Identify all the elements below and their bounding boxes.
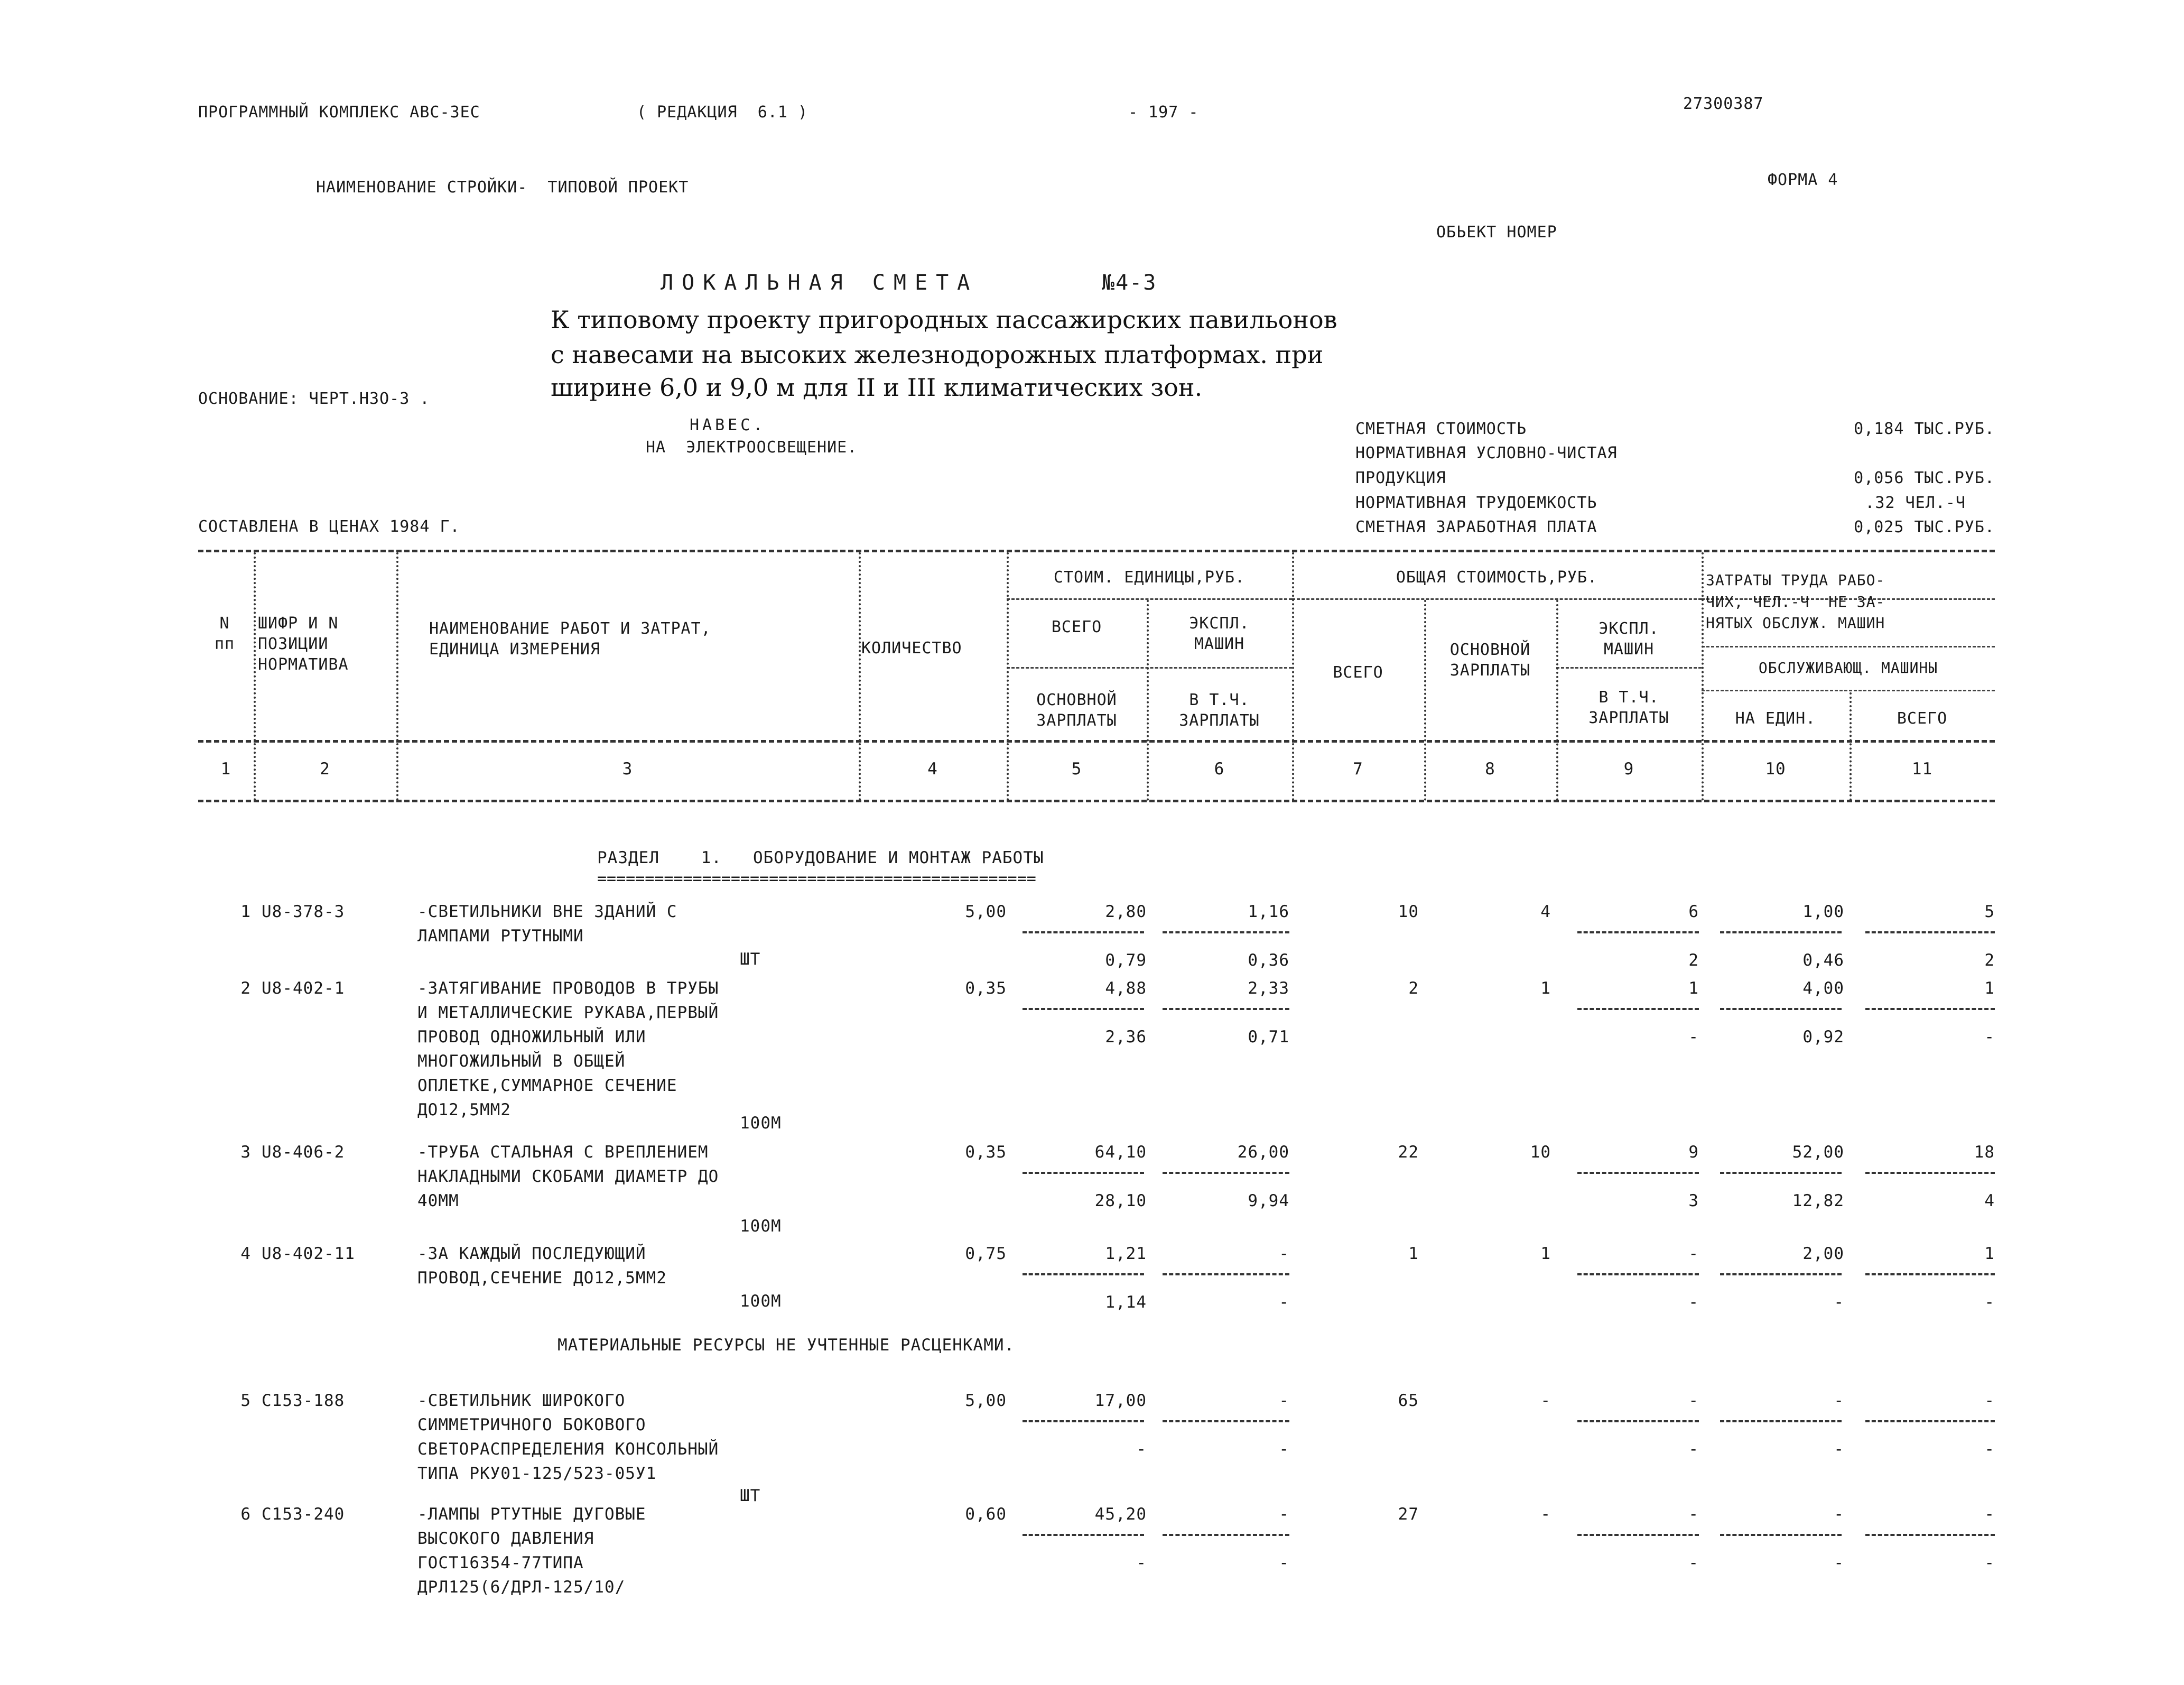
col-header-total-cost: ОБЩАЯ СТОИМОСТЬ,РУБ. [1396, 568, 1598, 587]
row-name-line: ДО12,5ММ2 [417, 1100, 511, 1119]
cell-divider [1720, 1008, 1842, 1010]
cell-divider [1577, 1273, 1699, 1275]
row-total: 2 [1408, 979, 1419, 998]
row-code: С153-240 [262, 1505, 345, 1524]
row-labor-total: - [1984, 1391, 1995, 1410]
summary-label: НОРМАТИВНАЯ УСЛОВНО-ЧИСТАЯ [1355, 444, 1618, 462]
compiled-prices: СОСТАВЛЕНА В ЦЕНАХ 1984 Г. [198, 517, 460, 536]
col-header-name: НАИМЕНОВАНИЕ РАБОТ И ЗАТРАТ, ЕДИНИЦА ИЗМЕРЕНИЯ [429, 619, 711, 659]
row-qty: 5,00 [965, 1391, 1007, 1410]
col-num: 4 [927, 760, 938, 779]
col-header-tc-mach: ЭКСПЛ. МАШИН [1598, 619, 1659, 659]
cell-divider [1720, 931, 1842, 933]
sub-rule [1556, 667, 1702, 669]
col-num: 2 [320, 760, 330, 779]
row-total: 1 [1408, 1244, 1419, 1263]
row-unit: 100М [740, 1114, 782, 1133]
row-total-mach-wage: 3 [1688, 1191, 1699, 1210]
row-qty: 0,35 [965, 1143, 1007, 1162]
col-header-labor-total: ВСЕГО [1897, 709, 1948, 728]
col-header-uc-mach: ЭКСПЛ. МАШИН [1189, 614, 1250, 653]
cell-divider [1023, 1008, 1144, 1010]
row-unit-total: 4,88 [1105, 979, 1147, 998]
row-total-mach-wage: - [1688, 1027, 1699, 1047]
build-name: НАИМЕНОВАНИЕ СТРОЙКИ- ТИПОВОЙ ПРОЕКТ [316, 178, 689, 197]
row-name-line: НАКЛАДНЫМИ СКОБАМИ ДИАМЕТР ДО [417, 1167, 719, 1186]
sub-rule [1702, 646, 1995, 647]
cell-divider [1163, 1420, 1289, 1422]
row-number: 3 [240, 1143, 251, 1162]
col-sep [1850, 692, 1852, 801]
row-unit-mach: - [1279, 1244, 1289, 1263]
col-num: 7 [1353, 760, 1363, 779]
row-unit-mach: - [1279, 1505, 1289, 1524]
cell-divider [1720, 1420, 1842, 1422]
cell-divider [1023, 1172, 1144, 1174]
col-header-uc-wage: ОСНОВНОЙ ЗАРПЛАТЫ [1036, 691, 1117, 730]
col-header-code: ШИФР И N ПОЗИЦИИ НОРМАТИВА [258, 614, 349, 674]
cell-divider [1865, 1008, 1995, 1010]
col-num: 11 [1911, 760, 1933, 779]
subtitle-canopy: НАВЕС. [690, 416, 766, 434]
description-line-1: К типовому проекту пригородных пассажирских павильонов [551, 305, 1337, 334]
sub-rule [1007, 598, 1292, 600]
description-line-2: с навесами на высоких железнодорожных платформах. при [551, 340, 1324, 369]
row-name-line: ПРОВОД ОДНОЖИЛЬНЫЙ ИЛИ [417, 1027, 646, 1047]
row-name-line: ПРОВОД,СЕЧЕНИЕ ДО12,5ММ2 [417, 1269, 667, 1288]
cell-divider [1577, 1420, 1699, 1422]
row-total-mach: - [1688, 1244, 1699, 1263]
cell-divider [1720, 1534, 1842, 1536]
row-total-wage: - [1540, 1505, 1551, 1524]
cell-divider [1163, 931, 1289, 933]
row-unit: ШТ [740, 950, 761, 969]
row-unit-wage: - [1136, 1553, 1147, 1572]
row-unit-mach: 26,00 [1237, 1143, 1289, 1162]
row-name-line: ТИПА РКУ01-125/523-05У1 [417, 1464, 657, 1483]
cell-divider [1577, 1534, 1699, 1536]
row-qty: 0,35 [965, 979, 1007, 998]
row-unit-total: 1,21 [1105, 1244, 1147, 1263]
cell-divider [1577, 1172, 1699, 1174]
col-header-labor: ЗАТРАТЫ ТРУДА РАБО- ЧИХ, ЧЕЛ.-Ч НЕ ЗА- НЯТЫХ ОБСЛУЖ. МАШИН [1706, 571, 1885, 632]
row-name-line: МНОГОЖИЛЬНЫЙ В ОБЩЕЙ [417, 1052, 626, 1071]
cell-divider [1163, 1008, 1289, 1010]
cell-divider [1865, 1420, 1995, 1422]
subtitle-lighting: НА ЭЛЕКТРООСВЕЩЕНИЕ. [646, 438, 858, 457]
cell-divider [1720, 1273, 1842, 1275]
col-num: 8 [1485, 760, 1495, 779]
col-header-qty: КОЛИЧЕСТВО [861, 639, 962, 658]
summary-value: 0,184 ТЫС.РУБ. [1854, 420, 1995, 438]
row-name-line: ЛАМПАМИ РТУТНЫМИ [417, 927, 584, 946]
row-unit-total: 17,00 [1094, 1391, 1147, 1410]
cell-divider [1023, 931, 1144, 933]
row-unit-wage: 28,10 [1094, 1191, 1147, 1210]
row-unit-mach-wage: 9,94 [1248, 1191, 1289, 1210]
form-label: ФОРМА 4 [1768, 171, 1838, 189]
row-labor-total-2: 4 [1984, 1191, 1995, 1210]
summary-label: ПРОДУКЦИЯ [1355, 469, 1446, 487]
col-header-tc-wage: ОСНОВНОЙ ЗАРПЛАТЫ [1449, 641, 1531, 680]
cell-divider [1023, 1420, 1144, 1422]
cell-divider [1865, 1534, 1995, 1536]
summary-value: 0,025 ТЫС.РУБ. [1854, 518, 1995, 536]
row-code: U8-402-11 [262, 1244, 355, 1263]
row-labor-total-2: - [1984, 1553, 1995, 1572]
row-labor-total-2: - [1984, 1027, 1995, 1047]
row-total-mach: - [1688, 1505, 1699, 1524]
summary-label: СМЕТНАЯ СТОИМОСТЬ [1355, 420, 1527, 438]
cell-divider [1865, 1273, 1995, 1275]
row-labor-total: - [1984, 1505, 1995, 1524]
row-total-wage: - [1540, 1391, 1551, 1410]
row-name-line: ГОСТ16354-77ТИПА [417, 1553, 584, 1572]
col-num: 10 [1765, 760, 1786, 779]
cell-divider [1163, 1534, 1289, 1536]
row-unit-total: 45,20 [1094, 1505, 1147, 1524]
row-labor-total-2: - [1984, 1440, 1995, 1459]
row-code: U8-406-2 [262, 1143, 345, 1162]
row-labor-unit-2: 0,92 [1802, 1027, 1844, 1047]
col-num: 1 [220, 760, 231, 779]
page-title: ЛОКАЛЬНАЯ СМЕТА [661, 271, 979, 295]
complex-name: ПРОГРАММНЫЙ КОМПЛЕКС АВС-3ЕС [198, 103, 480, 122]
row-code: С153-188 [262, 1391, 345, 1410]
row-total-mach: 6 [1688, 902, 1699, 921]
row-number: 2 [240, 979, 251, 998]
header-rule [198, 740, 1995, 743]
summary-label: НОРМАТИВНАЯ ТРУДОЕМКОСТЬ [1355, 494, 1597, 512]
row-total-wage: 4 [1540, 902, 1551, 921]
row-labor-unit-2: 12,82 [1792, 1191, 1844, 1210]
row-labor-total: 18 [1974, 1143, 1995, 1162]
header-rule-bottom [198, 800, 1995, 802]
row-code: U8-378-3 [262, 902, 345, 921]
row-unit-mach-wage: 0,71 [1248, 1027, 1289, 1047]
row-unit-wage: - [1136, 1440, 1147, 1459]
row-labor-unit: 1,00 [1802, 902, 1844, 921]
col-num: 3 [622, 760, 633, 779]
cell-divider [1023, 1534, 1144, 1536]
row-name-line: ОПЛЕТКЕ,СУММАРНОЕ СЕЧЕНИЕ [417, 1076, 677, 1095]
row-name-line: -ТРУБА СТАЛЬНАЯ С ВРЕПЛЕНИЕМ [417, 1143, 709, 1162]
row-total-mach-wage: - [1688, 1293, 1699, 1312]
row-total: 65 [1398, 1391, 1419, 1410]
row-name-line: -ЗА КАЖДЫЙ ПОСЛЕДУЮЩИЙ [417, 1244, 646, 1263]
row-unit-mach: - [1279, 1391, 1289, 1410]
row-total: 10 [1398, 902, 1419, 921]
row-name-line: -СВЕТИЛЬНИКИ ВНЕ ЗДАНИЙ С [417, 902, 677, 921]
row-total-mach: 1 [1688, 979, 1699, 998]
row-number: 1 [240, 902, 251, 921]
row-qty: 5,00 [965, 902, 1007, 921]
row-total-wage: 1 [1540, 1244, 1551, 1263]
cell-divider [1865, 1172, 1995, 1174]
row-labor-unit: 2,00 [1802, 1244, 1844, 1263]
row-unit-wage: 1,14 [1105, 1293, 1147, 1312]
row-unit-mach: 1,16 [1248, 902, 1289, 921]
row-total-mach-wage: 2 [1688, 951, 1699, 970]
row-total-mach-wage: - [1688, 1553, 1699, 1572]
row-name-line: И МЕТАЛЛИЧЕСКИЕ РУКАВА,ПЕРВЫЙ [417, 1003, 719, 1022]
row-total-mach-wage: - [1688, 1440, 1699, 1459]
row-labor-unit: - [1834, 1505, 1844, 1524]
object-number: ОБЬЕКТ НОМЕР [1436, 223, 1557, 242]
col-header-unit-cost: СТОИМ. ЕДИНИЦЫ,РУБ. [1053, 568, 1246, 587]
row-labor-unit: 4,00 [1802, 979, 1844, 998]
row-total-wage: 1 [1540, 979, 1551, 998]
summary-value: .32 ЧЕЛ.-Ч [1865, 494, 1966, 512]
row-unit-mach-wage: - [1279, 1440, 1289, 1459]
edition: ( РЕДАКЦИЯ 6.1 ) [637, 103, 808, 122]
row-unit-wage: 0,79 [1105, 951, 1147, 970]
col-header-uc-mach-wage: В Т.Ч. ЗАРПЛАТЫ [1179, 691, 1260, 730]
row-labor-unit-2: - [1834, 1553, 1844, 1572]
row-qty: 0,75 [965, 1244, 1007, 1263]
row-labor-total: 1 [1984, 979, 1995, 998]
summary-value: 0,056 ТЫС.РУБ. [1854, 469, 1995, 487]
page-number: - 197 - [1128, 103, 1199, 122]
row-name-line: -СВЕТИЛЬНИК ШИРОКОГО [417, 1391, 626, 1410]
description-line-3: ширине 6,0 и 9,0 м для II и III климатических зон. [551, 373, 1203, 402]
row-unit: 100М [740, 1292, 782, 1311]
row-name-line: СИММЕТРИЧНОГО БОКОВОГО [417, 1415, 646, 1434]
estimate-number: №4-3 [1102, 271, 1157, 295]
cell-divider [1163, 1273, 1289, 1275]
cell-divider [1577, 1008, 1699, 1010]
row-labor-total: 5 [1984, 902, 1995, 921]
row-total-wage: 10 [1530, 1143, 1551, 1162]
row-name-line: ДРЛ125(6/ДРЛ-125/10/ [417, 1578, 626, 1597]
row-code: U8-402-1 [262, 979, 345, 998]
row-name-line: ВЫСОКОГО ДАВЛЕНИЯ [417, 1529, 594, 1548]
row-name-line: -ЗАТЯГИВАНИЕ ПРОВОДОВ В ТРУБЫ [417, 979, 719, 998]
row-unit-mach: 2,33 [1248, 979, 1289, 998]
row-unit-mach-wage: - [1279, 1293, 1289, 1312]
row-labor-total: 1 [1984, 1244, 1995, 1263]
cell-divider [1577, 931, 1699, 933]
sub-rule [1702, 690, 1995, 691]
section-2-title: МАТЕРИАЛЬНЫЕ РЕСУРСЫ НЕ УЧТЕННЫЕ РАСЦЕНКАМИ. [557, 1336, 1015, 1355]
col-header-labor-sub: ОБСЛУЖИВАЮЩ. МАШИНЫ [1758, 659, 1938, 677]
row-total-mach: - [1688, 1391, 1699, 1410]
sub-rule [1007, 667, 1292, 669]
col-header-tc-mach-wage: В Т.Ч. ЗАРПЛАТЫ [1588, 688, 1669, 727]
row-name-line: -ЛАМПЫ РТУТНЫЕ ДУГОВЫЕ [417, 1505, 646, 1524]
table-top-rule [198, 550, 1995, 552]
row-labor-unit: 52,00 [1792, 1143, 1844, 1162]
col-header-n: N пп [214, 614, 235, 653]
row-number: 4 [240, 1244, 251, 1263]
row-number: 5 [240, 1391, 251, 1410]
col-header-labor-unit: НА ЕДИН. [1735, 709, 1816, 728]
row-total: 27 [1398, 1505, 1419, 1524]
cell-divider [1865, 931, 1995, 933]
sub-rule [1292, 598, 1702, 600]
row-unit: ШТ [740, 1486, 761, 1505]
row-unit-total: 2,80 [1105, 902, 1147, 921]
row-total: 22 [1398, 1143, 1419, 1162]
row-qty: 0,60 [965, 1505, 1007, 1524]
row-labor-total-2: 2 [1984, 951, 1995, 970]
row-unit-total: 64,10 [1094, 1143, 1147, 1162]
row-labor-unit: - [1834, 1391, 1844, 1410]
row-unit-wage: 2,36 [1105, 1027, 1147, 1047]
basis: ОСНОВАНИЕ: ЧЕРТ.НЗО-3 . [198, 390, 430, 408]
row-labor-unit-2: - [1834, 1440, 1844, 1459]
cell-divider [1023, 1273, 1144, 1275]
col-header-uc-total: ВСЕГО [1051, 618, 1102, 636]
row-unit-mach-wage: - [1279, 1553, 1289, 1572]
row-labor-total-2: - [1984, 1293, 1995, 1312]
cell-divider [1163, 1172, 1289, 1174]
cell-divider [1720, 1172, 1842, 1174]
row-unit: 100М [740, 1217, 782, 1236]
row-labor-unit-2: 0,46 [1802, 951, 1844, 970]
row-unit-mach-wage: 0,36 [1248, 951, 1289, 970]
row-number: 6 [240, 1505, 251, 1524]
summary-label: СМЕТНАЯ ЗАРАБОТНАЯ ПЛАТА [1355, 518, 1597, 536]
row-total-mach: 9 [1688, 1143, 1699, 1162]
section-1-underline: ============================================== [597, 869, 1036, 888]
doc-number: 27300387 [1683, 95, 1764, 113]
row-name-line: СВЕТОРАСПРЕДЕЛЕНИЯ КОНСОЛЬНЫЙ [417, 1440, 719, 1459]
col-header-tc-total: ВСЕГО [1333, 663, 1383, 682]
section-1-title: РАЗДЕЛ 1. ОБОРУДОВАНИЕ И МОНТАЖ РАБОТЫ [597, 848, 1044, 867]
col-num: 5 [1071, 760, 1082, 779]
row-name-line: 40ММ [417, 1191, 459, 1210]
col-num: 9 [1623, 760, 1634, 779]
col-num: 6 [1214, 760, 1225, 779]
row-labor-unit-2: - [1834, 1293, 1844, 1312]
